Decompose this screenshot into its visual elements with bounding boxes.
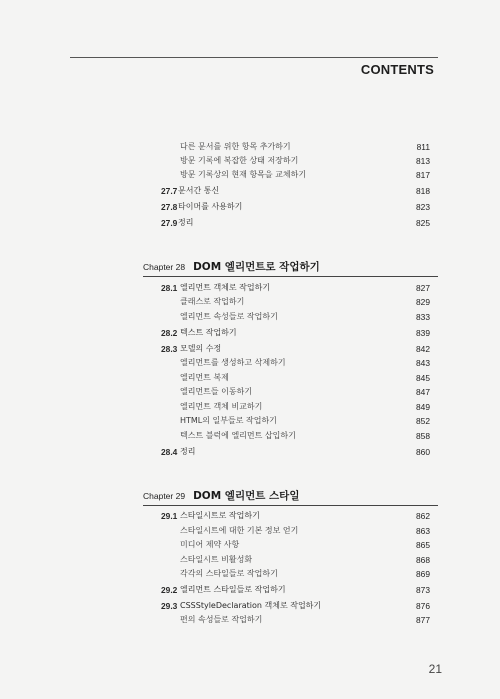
toc-page: 863 (416, 526, 430, 536)
toc-row[interactable] (0, 524, 500, 538)
toc-page: 842 (416, 344, 430, 354)
toc-row[interactable] (0, 200, 500, 214)
toc-page: 811 (416, 142, 430, 152)
toc-title: 편의 속성들로 작업하기 (180, 615, 263, 624)
toc-page: 845 (416, 373, 430, 383)
toc-page: 865 (416, 540, 430, 550)
toc-num: 28.2 (161, 328, 178, 338)
toc-title: 스타일시트 비활성화 (180, 555, 253, 564)
toc-row[interactable] (0, 509, 500, 523)
toc-title: 모델의 수정 (180, 344, 222, 353)
toc-title: 텍스트 작업하기 (180, 328, 237, 337)
toc-page: 869 (416, 569, 430, 579)
toc-page: 818 (416, 186, 430, 196)
toc-title: 스타일시트로 작업하기 (180, 511, 260, 520)
page-title: CONTENTS (360, 62, 434, 77)
toc-page: 860 (416, 447, 430, 457)
toc-row[interactable] (0, 295, 500, 309)
chapter-title: DOM 엘리먼트로 작업하기 (193, 261, 320, 273)
toc-title: 엘리먼트 속성들로 작업하기 (180, 312, 278, 321)
toc-num: 27.7 (161, 186, 178, 196)
toc-row[interactable] (0, 445, 500, 459)
toc-title: 엘리먼트 객체로 작업하기 (180, 283, 271, 292)
toc-row[interactable] (0, 342, 500, 356)
chapter-label: Chapter 28 (143, 262, 186, 272)
toc-page: 817 (416, 170, 430, 180)
toc-row[interactable] (0, 599, 500, 613)
toc-title: 미디어 제약 사항 (180, 540, 240, 549)
toc-num: 28.1 (161, 283, 178, 293)
toc-row[interactable] (0, 567, 500, 581)
toc-page: 877 (416, 615, 430, 625)
toc-page: 823 (416, 202, 430, 212)
chapter-heading[interactable] (143, 485, 299, 503)
toc-page: 839 (416, 328, 430, 338)
toc-title: 엘리먼트들 이동하기 (180, 387, 253, 396)
toc-title: 엘리먼트를 생성하고 삭제하기 (180, 358, 286, 367)
toc-title: 엘리먼트 객체 비교하기 (180, 402, 263, 411)
toc-row[interactable] (0, 326, 500, 340)
toc-page: 852 (416, 416, 430, 426)
toc-title: 방문 기록에 복잡한 상태 저장하기 (180, 156, 299, 165)
toc-row[interactable] (0, 429, 500, 443)
toc-row[interactable] (0, 583, 500, 597)
toc-title: 다른 문서를 위한 항목 추가하기 (180, 142, 291, 151)
toc-num: 29.3 (161, 601, 178, 611)
toc-title: 엘리먼트 복제 (180, 373, 229, 382)
toc-title: HTML의 일부들로 작업하기 (180, 416, 277, 425)
toc-num: 27.8 (161, 202, 178, 212)
toc-row[interactable] (0, 184, 500, 198)
toc-row[interactable] (0, 356, 500, 370)
toc-page: 813 (416, 156, 430, 166)
toc-num: 28.3 (161, 344, 178, 354)
toc-title: 타이머를 사용하기 (178, 202, 243, 211)
toc-title: 정리 (178, 218, 194, 227)
toc-page: 849 (416, 402, 430, 412)
page-number: 21 (428, 662, 442, 676)
toc-page: 858 (416, 431, 430, 441)
toc-title: 텍스트 블럭에 엘리먼트 삽입하기 (180, 431, 296, 440)
toc-page: 825 (416, 218, 430, 228)
toc-page: 868 (416, 555, 430, 565)
toc-row[interactable] (0, 154, 500, 168)
toc-page: 847 (416, 387, 430, 397)
toc-row[interactable] (0, 140, 500, 154)
toc-page: 833 (416, 312, 430, 322)
toc-page: 843 (416, 358, 430, 368)
toc-row[interactable] (0, 310, 500, 324)
toc-row[interactable] (0, 216, 500, 230)
toc-title: 클래스로 작업하기 (180, 297, 245, 306)
toc-row[interactable] (0, 400, 500, 414)
toc-page: 876 (416, 601, 430, 611)
toc-num: 29.1 (161, 511, 178, 521)
toc-title: 문서간 통신 (178, 186, 220, 195)
toc-page: 829 (416, 297, 430, 307)
toc-row[interactable] (0, 414, 500, 428)
toc-title: 정리 (180, 447, 196, 456)
toc-title: 각각의 스타일들로 작업하기 (180, 569, 278, 578)
toc-row[interactable] (0, 371, 500, 385)
toc-num: 27.9 (161, 218, 178, 228)
toc-row[interactable] (0, 168, 500, 182)
toc-row[interactable] (0, 553, 500, 567)
toc-page: 862 (416, 511, 430, 521)
top-rule (70, 57, 438, 58)
toc-num: 28.4 (161, 447, 178, 457)
toc-row[interactable] (0, 385, 500, 399)
toc-title: CSSStyleDeclaration 객체로 작업하기 (180, 601, 322, 610)
toc-page: 873 (416, 585, 430, 595)
chapter-rule (143, 276, 438, 277)
toc-title: 방문 기록상의 현재 항목을 교체하기 (180, 170, 307, 179)
chapter-label: Chapter 29 (143, 491, 186, 501)
chapter-heading[interactable] (143, 256, 320, 274)
toc-num: 29.2 (161, 585, 178, 595)
toc-page: 827 (416, 283, 430, 293)
toc-title: 엘리먼트 스타일들로 작업하기 (180, 585, 286, 594)
toc-row[interactable] (0, 281, 500, 295)
toc-title: 스타일시트에 대한 기본 정보 얻기 (180, 526, 299, 535)
toc-row[interactable] (0, 538, 500, 552)
chapter-rule (143, 505, 438, 506)
chapter-title: DOM 엘리먼트 스타일 (193, 490, 300, 502)
toc-row[interactable] (0, 613, 500, 627)
